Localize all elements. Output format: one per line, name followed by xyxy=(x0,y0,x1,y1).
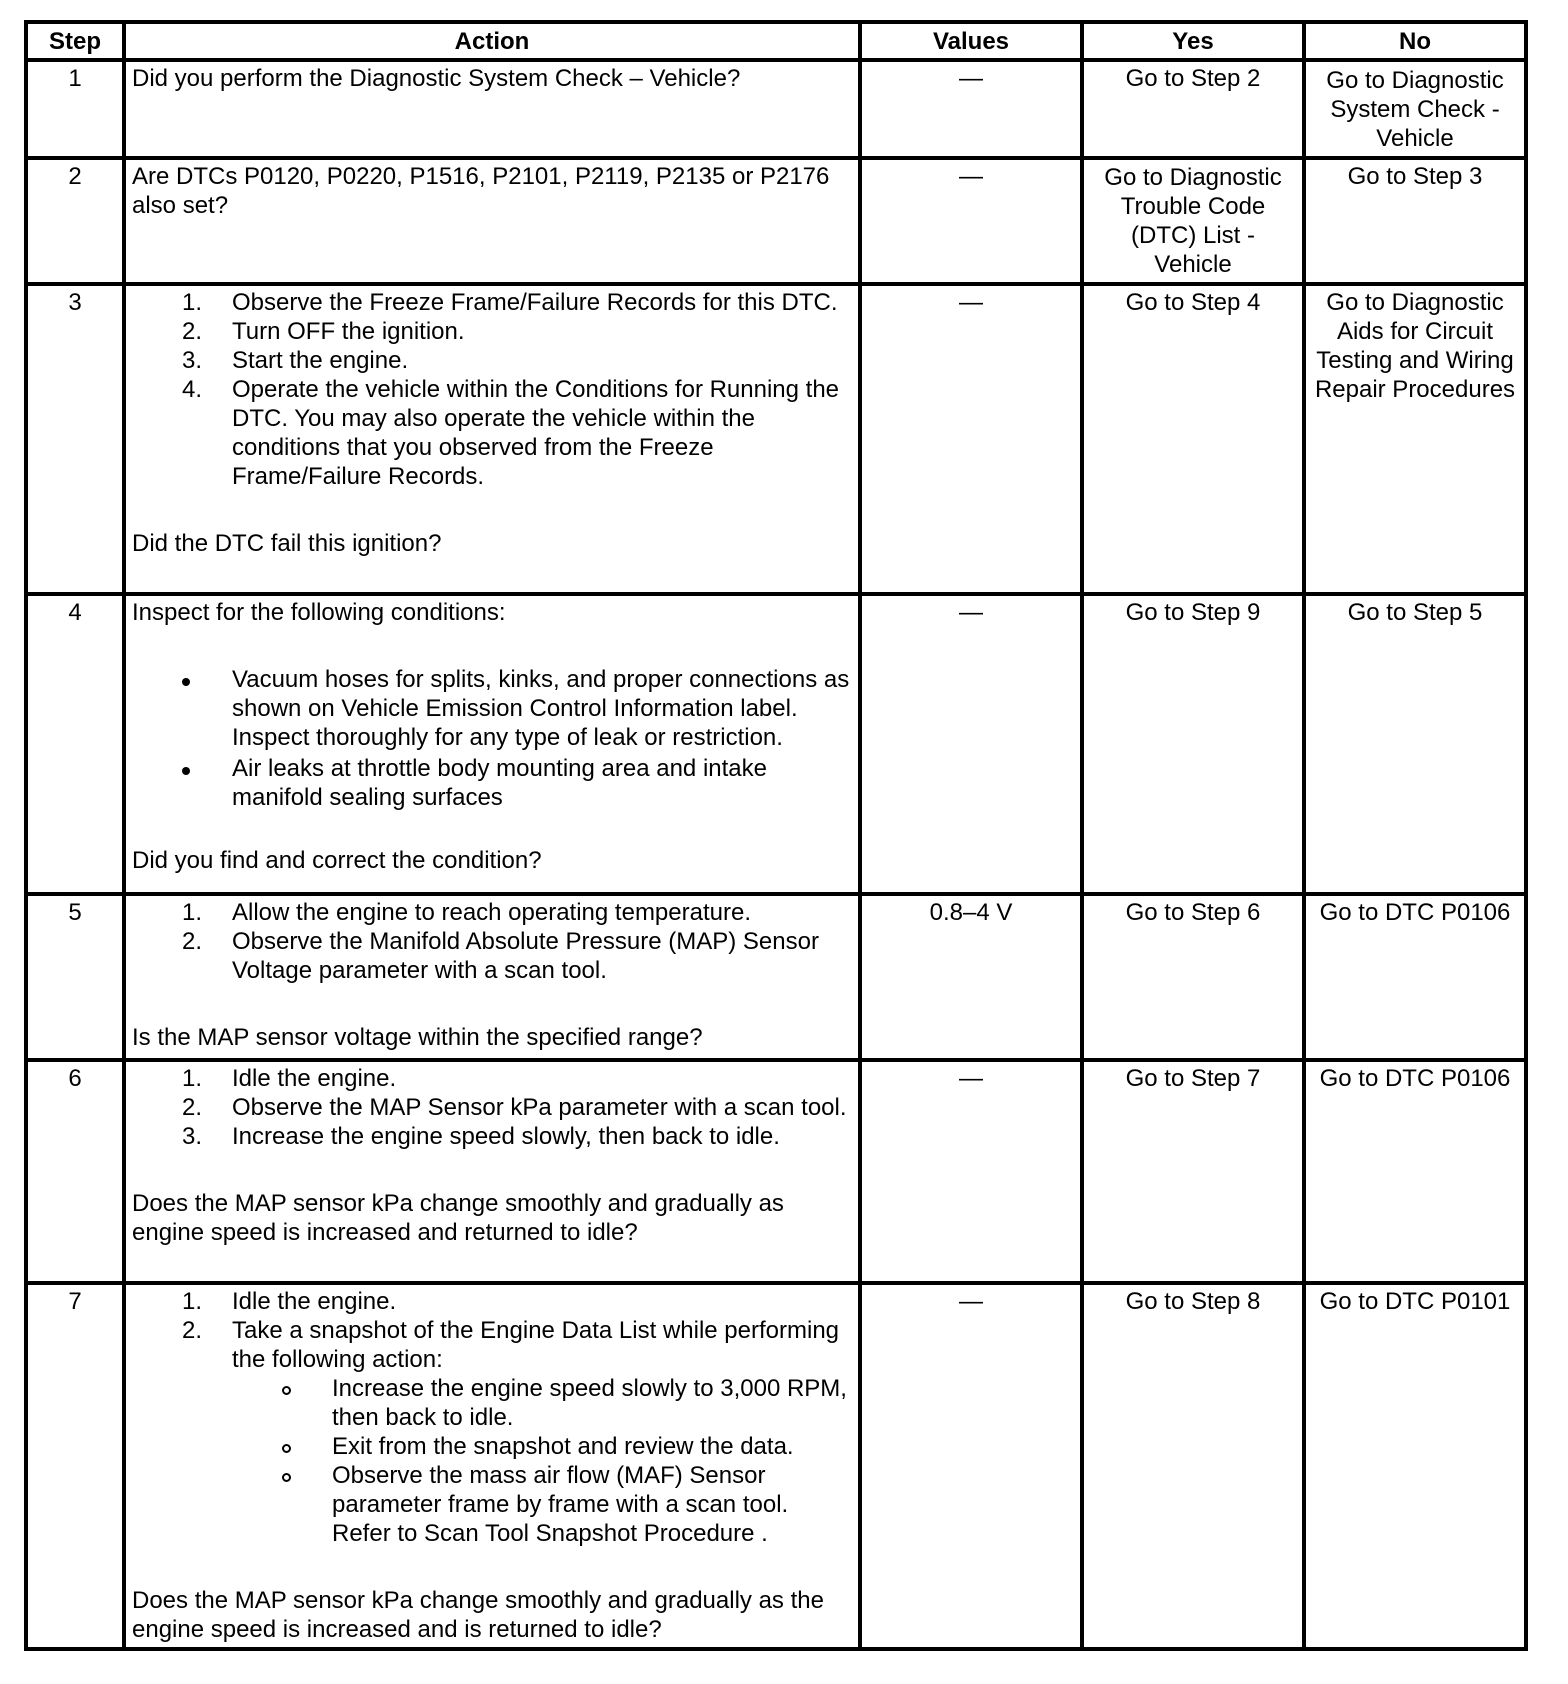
item-text: Idle the engine. xyxy=(232,1065,397,1092)
bullet-icon xyxy=(182,767,190,775)
numbered-list xyxy=(132,898,852,985)
value-cell: — xyxy=(860,1283,1082,1649)
header-no: No xyxy=(1304,22,1526,60)
item-text: Increase the engine speed slowly, then back to idle. xyxy=(232,1123,780,1150)
value-cell: — xyxy=(860,284,1082,594)
action-cell xyxy=(124,60,860,158)
item-number: 3. xyxy=(182,1123,203,1150)
value-cell: — xyxy=(860,158,1082,284)
item-text: Air leaks at throttle body mounting area and intake manifold sealing surfaces xyxy=(232,755,767,811)
item-text: Turn OFF the ignition. xyxy=(232,318,465,345)
value-cell: — xyxy=(860,594,1082,894)
sub-list xyxy=(132,1374,852,1548)
circle-bullet-icon xyxy=(282,1386,291,1395)
header-row xyxy=(26,22,1526,60)
list-item xyxy=(132,754,852,812)
no-cell: Go to DTC P0106 xyxy=(1304,1060,1526,1283)
yes-cell: Go to Step 8 xyxy=(1082,1283,1304,1649)
action-question: Does the MAP sensor kPa change smoothly and gradually as engine speed is increased and returned to idle? xyxy=(132,1190,784,1246)
list-item xyxy=(132,1093,852,1122)
circle-bullet-icon xyxy=(282,1444,291,1453)
action-question: Does the MAP sensor kPa change smoothly and gradually as the engine speed is increased and is returned to idle? xyxy=(132,1587,824,1643)
step-number: 6 xyxy=(26,1060,124,1283)
table-row xyxy=(26,284,1526,594)
step-number: 7 xyxy=(26,1283,124,1649)
item-number: 2. xyxy=(182,318,203,345)
no-cell: Go to DTC P0101 xyxy=(1304,1283,1526,1649)
item-text: Exit from the snapshot and review the data. xyxy=(332,1433,794,1460)
table-row xyxy=(26,1283,1526,1649)
step-number: 5 xyxy=(26,894,124,1060)
item-text: Start the engine. xyxy=(232,347,409,374)
list-item xyxy=(132,1461,852,1548)
item-number: 2. xyxy=(182,1317,203,1344)
action-cell xyxy=(124,594,860,894)
action-question: Is the MAP sensor voltage within the specified range? xyxy=(132,1024,703,1051)
bullet-list xyxy=(132,665,852,812)
item-text: Vacuum hoses for splits, kinks, and proper connections as shown on Vehicle Emission Control Information label. Inspect thoroughly for any type of leak or restriction. xyxy=(232,666,850,751)
action-cell xyxy=(124,284,860,594)
yes-cell: Go to Step 2 xyxy=(1082,60,1304,158)
header-step: Step xyxy=(26,22,124,60)
list-item xyxy=(132,375,852,491)
item-text: Observe the MAP Sensor kPa parameter with a scan tool. xyxy=(232,1094,847,1121)
yes-cell: Go to Step 7 xyxy=(1082,1060,1304,1283)
header-action: Action xyxy=(124,22,860,60)
list-item xyxy=(132,346,852,375)
no-cell: Go to DTC P0106 xyxy=(1304,894,1526,1060)
list-item xyxy=(132,1316,852,1374)
bullet-icon xyxy=(182,678,190,686)
header-yes: Yes xyxy=(1082,22,1304,60)
action-question: Did you find and correct the condition? xyxy=(132,847,542,874)
value-cell: — xyxy=(860,1060,1082,1283)
table-row xyxy=(26,158,1526,284)
item-text: Increase the engine speed slowly to 3,000 RPM, then back to idle. xyxy=(332,1375,847,1431)
list-item xyxy=(132,898,852,927)
step-number: 1 xyxy=(26,60,124,158)
list-item xyxy=(132,1374,852,1432)
list-item xyxy=(132,288,852,317)
item-number: 2. xyxy=(182,928,203,955)
item-text: Operate the vehicle within the Conditions for Running the DTC. You may also operate the vehicle within the conditions that you observed from the Freeze Frame/Failure Records. xyxy=(232,376,840,490)
no-cell: Go to Step 5 xyxy=(1304,594,1526,894)
list-item xyxy=(132,1064,852,1093)
numbered-list xyxy=(132,1064,852,1151)
item-number: 1. xyxy=(182,899,203,926)
item-text: Take a snapshot of the Engine Data List while performing the following action: xyxy=(232,1317,840,1373)
list-item xyxy=(132,927,852,985)
action-text: Are DTCs P0120, P0220, P1516, P2101, P2119, P2135 or P2176 also set? xyxy=(132,163,830,219)
list-item xyxy=(132,1432,852,1461)
numbered-list xyxy=(132,288,852,491)
item-text: Observe the Manifold Absolute Pressure (MAP) Sensor Voltage parameter with a scan tool. xyxy=(232,928,819,984)
list-item xyxy=(132,1122,852,1151)
item-text: Allow the engine to reach operating temperature. xyxy=(232,899,751,926)
action-cell xyxy=(124,158,860,284)
action-cell xyxy=(124,1283,860,1649)
yes-cell: Go to Step 9 xyxy=(1082,594,1304,894)
item-number: 3. xyxy=(182,347,203,374)
table-row xyxy=(26,594,1526,894)
item-text: Observe the Freeze Frame/Failure Records for this DTC. xyxy=(232,289,838,316)
diagnostic-table xyxy=(24,20,1528,1651)
item-number: 1. xyxy=(182,1065,203,1092)
no-cell: Go to Diagnostic System Check - Vehicle xyxy=(1304,60,1526,158)
value-cell: 0.8–4 V xyxy=(860,894,1082,1060)
list-item xyxy=(132,317,852,346)
action-intro: Inspect for the following conditions: xyxy=(132,599,506,626)
circle-bullet-icon xyxy=(282,1473,291,1482)
table-row xyxy=(26,60,1526,158)
item-number: 1. xyxy=(182,289,203,316)
header-values: Values xyxy=(860,22,1082,60)
step-number: 2 xyxy=(26,158,124,284)
numbered-list xyxy=(132,1287,852,1374)
action-cell xyxy=(124,1060,860,1283)
yes-cell: Go to Diagnostic Trouble Code (DTC) List - Vehicle xyxy=(1082,158,1304,284)
step-number: 3 xyxy=(26,284,124,594)
item-number: 2. xyxy=(182,1094,203,1121)
item-text: Idle the engine. xyxy=(232,1288,397,1315)
action-cell xyxy=(124,894,860,1060)
item-text: Observe the mass air flow (MAF) Sensor parameter frame by frame with a scan tool. Refer to Scan Tool Snapshot Procedure . xyxy=(332,1462,789,1547)
table-row xyxy=(26,894,1526,1060)
table-row xyxy=(26,1060,1526,1283)
value-cell: — xyxy=(860,60,1082,158)
no-cell: Go to Diagnostic Aids for Circuit Testing and Wiring Repair Procedures xyxy=(1304,284,1526,594)
yes-cell: Go to Step 4 xyxy=(1082,284,1304,594)
list-item xyxy=(132,1287,852,1316)
no-cell: Go to Step 3 xyxy=(1304,158,1526,284)
item-number: 1. xyxy=(182,1288,203,1315)
action-question: Did the DTC fail this ignition? xyxy=(132,530,442,557)
step-number: 4 xyxy=(26,594,124,894)
yes-cell: Go to Step 6 xyxy=(1082,894,1304,1060)
action-text: Did you perform the Diagnostic System Check – Vehicle? xyxy=(132,65,741,92)
item-number: 4. xyxy=(182,376,203,403)
list-item xyxy=(132,665,852,752)
